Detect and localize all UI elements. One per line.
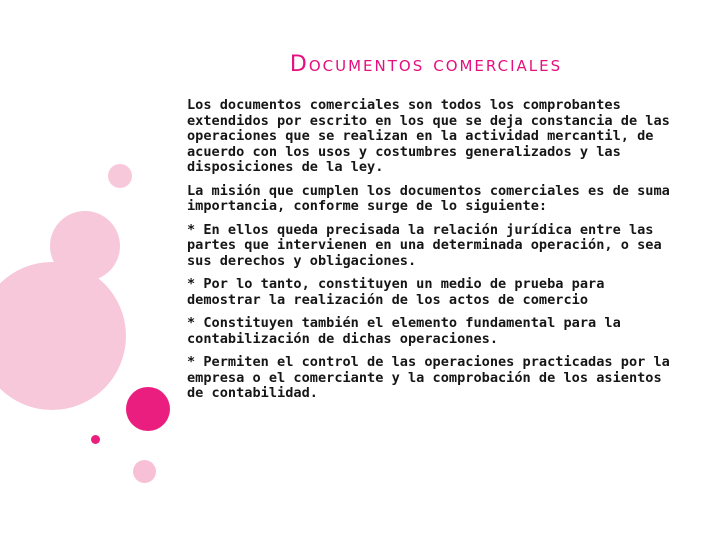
decorative-large-pink-circle [0, 262, 126, 410]
paragraph-mission: La misión que cumplen los documentos comerciales es de suma importancia, conforme surge de lo siguiente: [187, 182, 670, 214]
decorative-small-pink-circle [133, 460, 156, 483]
paragraph-definition: Los documentos comerciales son todos los comprobantes extendidos por escrito en los que se deja constancia de las operaciones que se realizan en la actividad mercantil, de acuerdo con los usos y costumbres generalizados y las disposiciones de la ley. [187, 97, 670, 175]
decorative-small-pink-circle-upper [108, 164, 132, 188]
slide-body [187, 98, 671, 410]
decorative-magenta-circle [126, 387, 170, 431]
slide-title: Documentos comerciales [289, 52, 563, 77]
bullet-control: * Permiten el control de las operaciones practicadas por la empresa o el comerciante y la comprobación de los asientos de contabilidad. [187, 354, 670, 401]
bullet-proof: * Por lo tanto, constituyen un medio de prueba para demostrar la realización de los actos de comercio [187, 276, 605, 308]
bullet-legal-relation: * En ellos queda precisada la relación jurídica entre las partes que intervienen en una determinada operación, o sea sus derechos y obligaciones. [187, 221, 662, 269]
decorative-medium-pink-circle [50, 211, 120, 281]
decorative-tiny-magenta-circle [91, 435, 100, 444]
bullet-accounting: * Constituyen también el elemento fundamental para la contabilización de dichas operaciones. [187, 315, 621, 347]
